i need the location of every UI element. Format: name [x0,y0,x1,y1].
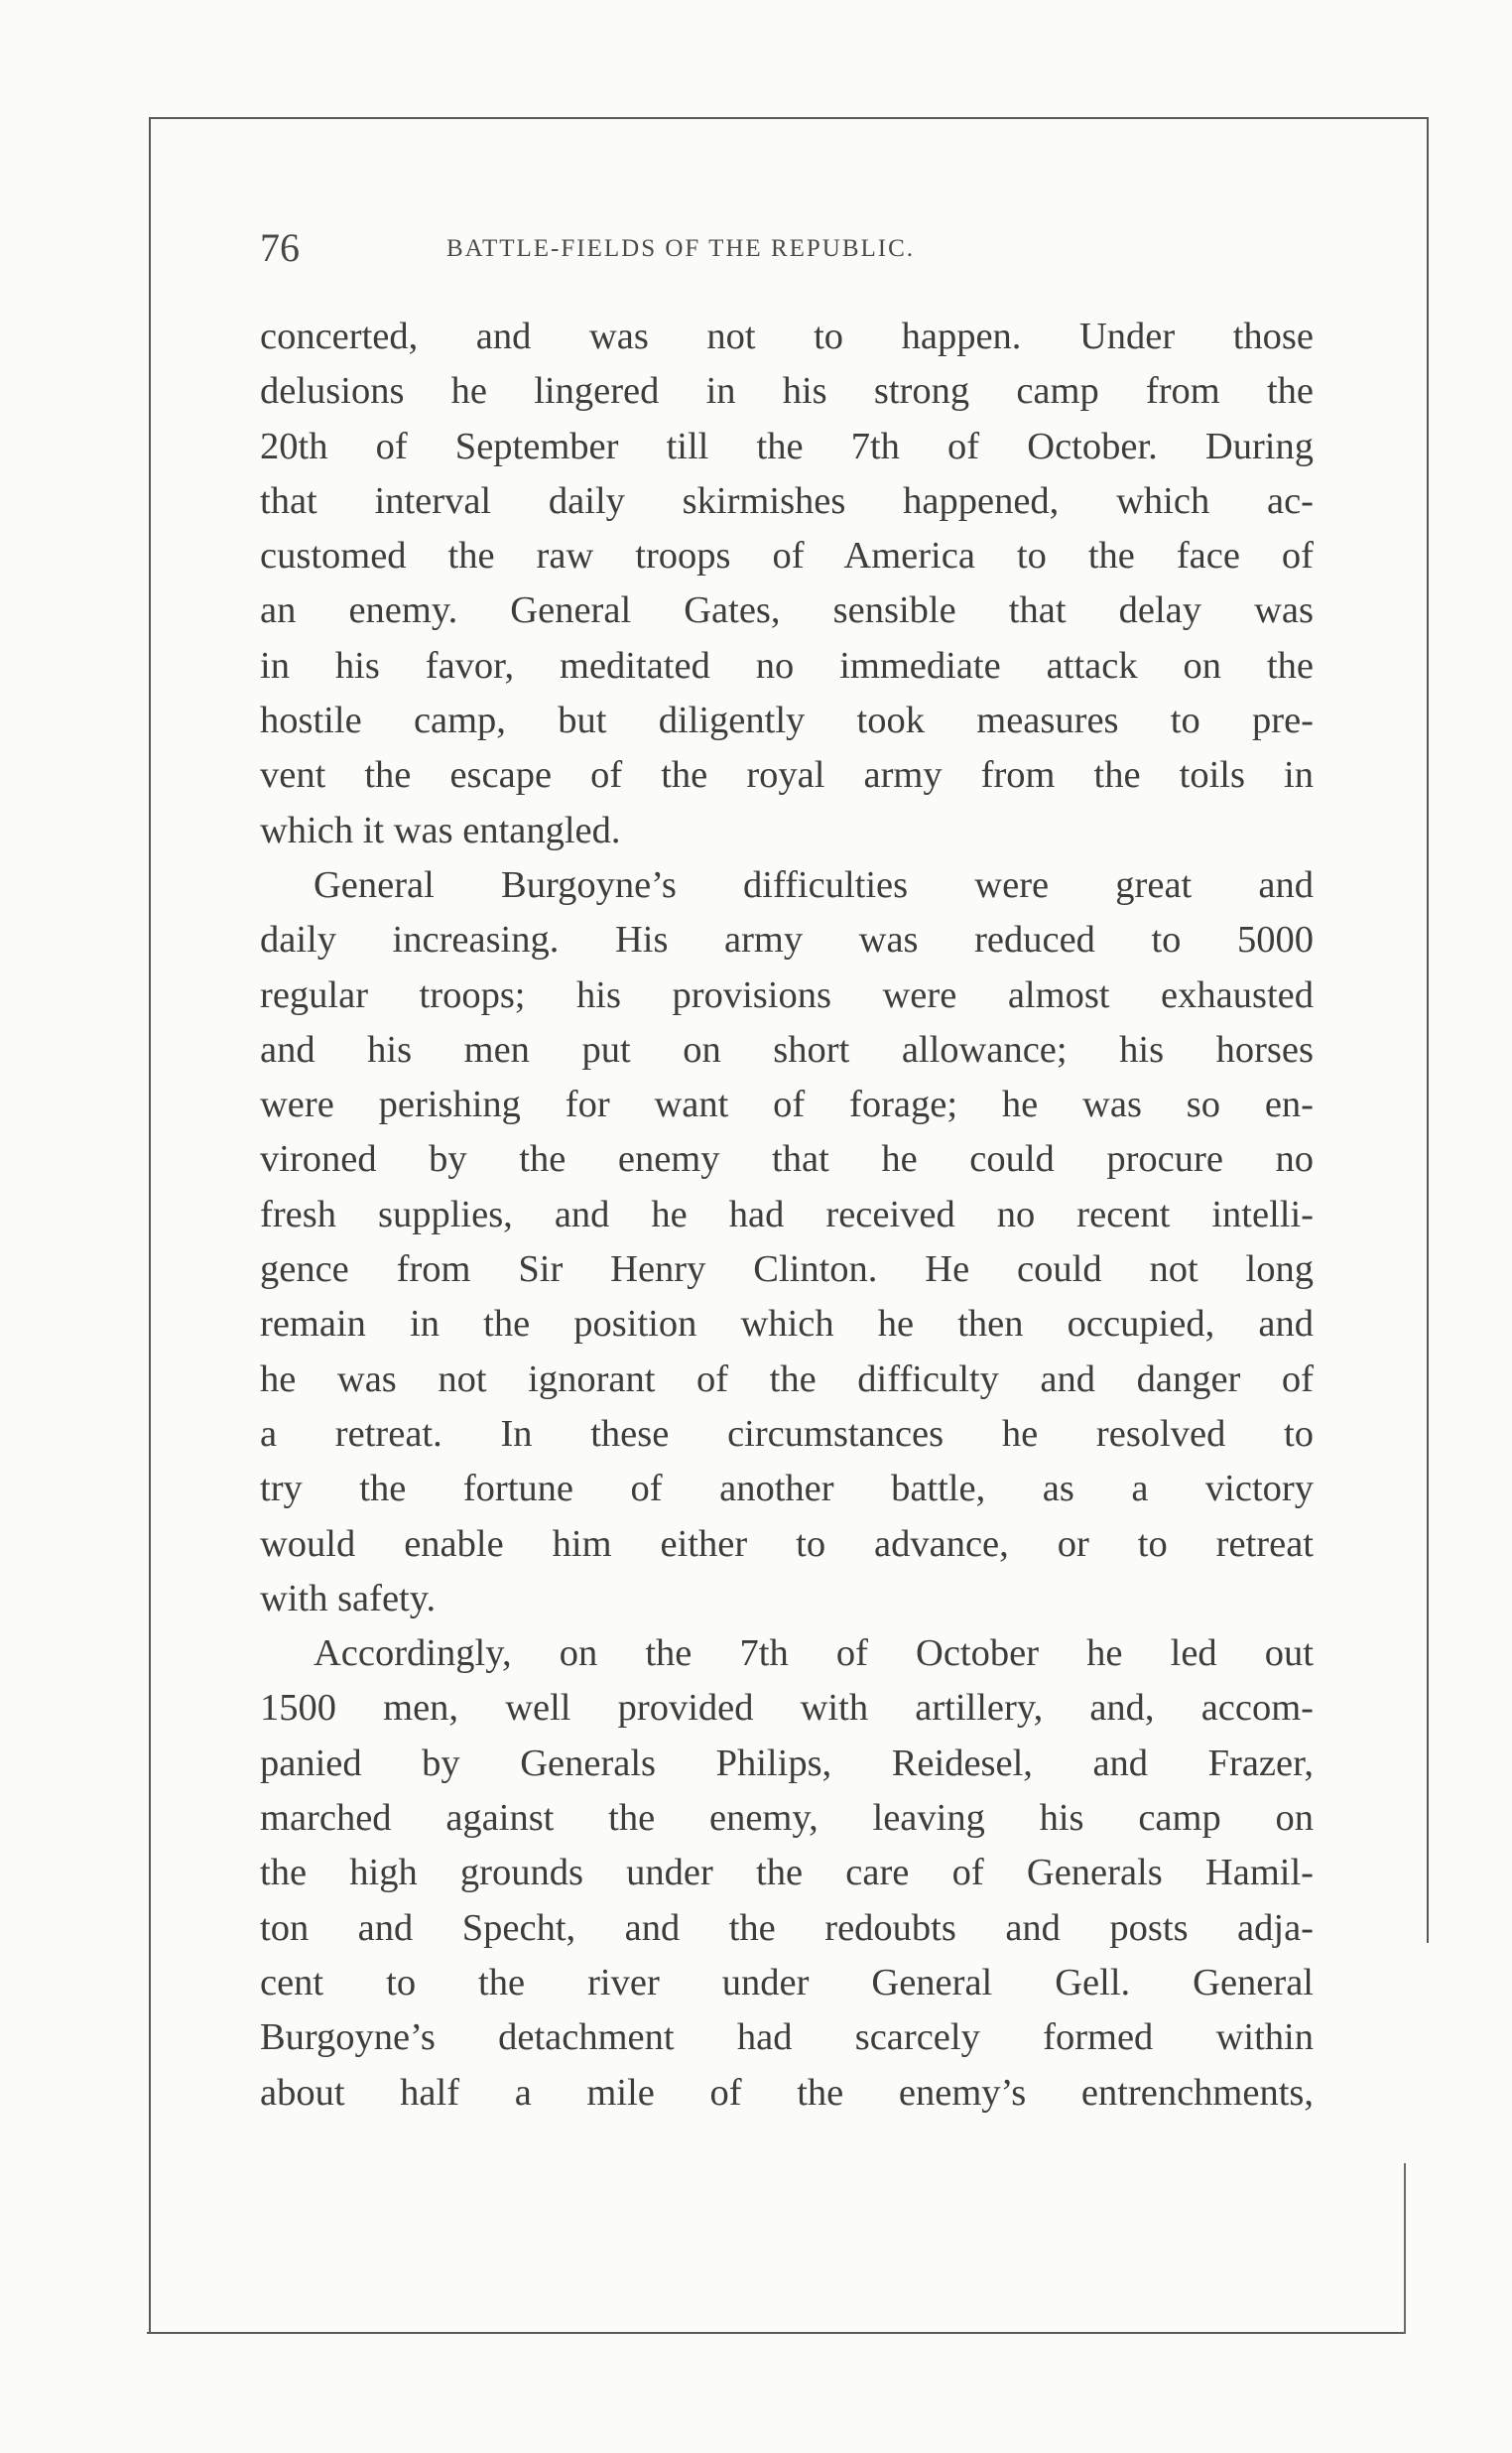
text-line: ton and Specht, and the redoubts and posts adja- [260,1906,1314,1949]
text-line: gence from Sir Henry Clinton. He could not long [260,1248,1314,1291]
text-line: vironed by the enemy that he could procure no [260,1138,1314,1181]
text-line: try the fortune of another battle, as a victory [260,1468,1314,1510]
text-line: hostile camp, but diligently took measures to pre- [260,700,1314,742]
text-line: concerted, and was not to happen. Under those [260,316,1314,357]
paragraph-start-line: General Burgoyne’s difficulties were great and [314,863,1314,906]
frame-border-right [1427,117,1429,1943]
text-line: vent the escape of the royal army from the toils in [260,754,1314,797]
frame-border-right-lower [1404,2163,1406,2334]
text-line: 1500 men, well provided with artillery, and, accom- [260,1687,1314,1730]
text-line: customed the raw troops of America to the face of [260,535,1314,578]
text-line: marched against the enemy, leaving his camp on [260,1797,1314,1840]
text-line: about half a mile of the enemy’s entrenchments, [260,2071,1314,2114]
text-line: were perishing for want of forage; he was so en- [260,1084,1314,1126]
body-text [260,310,1314,2121]
text-line: delusions he lingered in his strong camp from the [260,370,1314,413]
paragraph-end-line: with safety. [260,1577,437,1619]
text-line: fresh supplies, and he had received no recent intelli- [260,1193,1314,1235]
paragraph-start-line: Accordingly, on the 7th of October he led out [314,1632,1314,1675]
text-line: panied by Generals Philips, Reidesel, and Frazer, [260,1742,1314,1784]
text-line: an enemy. General Gates, sensible that delay was [260,589,1314,632]
text-line: regular troops; his provisions were almost exhausted [260,973,1314,1016]
text-line: cent to the river under General Gell. General [260,1961,1314,2003]
running-head: BATTLE-FIELDS OF THE REPUBLIC. [446,235,916,262]
text-line: that interval daily skirmishes happened, which ac- [260,479,1314,522]
frame-border-left [149,117,151,2332]
frame-border-bottom [147,2332,1405,2334]
text-line: remain in the position which he then occupied, and [260,1303,1314,1346]
frame-border-top [149,117,1427,119]
text-line: would enable him either to advance, or to retreat [260,1522,1314,1565]
text-line: the high grounds under the care of Generals Hamil- [260,1852,1314,1894]
page-header [260,220,1314,276]
text-line: in his favor, meditated no immediate attack on the [260,644,1314,687]
text-line: and his men put on short allowance; his horses [260,1028,1314,1071]
paragraph-end-line: which it was entangled. [260,809,621,851]
page-number: 76 [260,225,300,270]
text-line: he was not ignorant of the difficulty and danger of [260,1357,1314,1400]
text-line: a retreat. In these circumstances he resolved to [260,1412,1314,1455]
text-line: Burgoyne’s detachment had scarcely formed within [260,2016,1314,2059]
text-line: 20th of September till the 7th of October. During [260,425,1314,467]
text-line: daily increasing. His army was reduced to 5000 [260,919,1314,962]
